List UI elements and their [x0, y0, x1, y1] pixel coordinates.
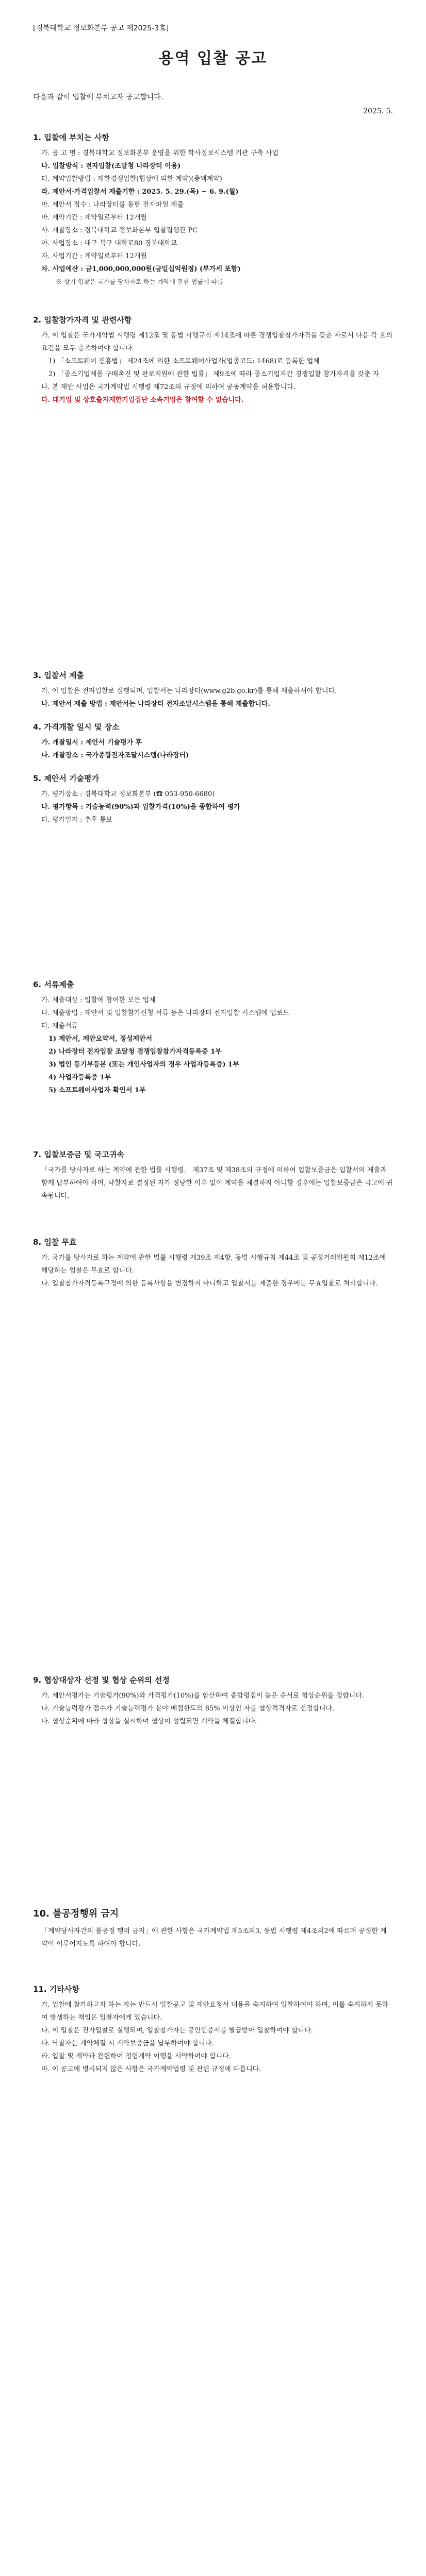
section-bid-bond — [33, 1149, 393, 1202]
list-item: 가. 개찰일시 : 제안서 기술평가 후 — [41, 739, 142, 747]
list-item: 나. 제안서 제출 방법 : 제안서는 나라장터 전자조달시스템을 통해 제출합니다. — [41, 700, 270, 708]
list-item: 라. 입찰 및 계약과 관련하여 청렴계약 이행을 서약하여야 합니다. — [41, 2053, 231, 2060]
list-item: 나. 제출방법 : 제안서 및 입찰참가신청 서류 등은 나라장터 전자입찰 시스템에 업로드 — [41, 1009, 289, 1017]
list-item: 다. 협상순위에 따라 협상을 실시하며 협상이 성립되면 계약을 체결합니다. — [41, 1718, 257, 1725]
list-item: 가. 공 고 명 : 경북대학교 정보화본부 운영을 위한 학사정보시스템 기관 구축 사업 — [41, 149, 278, 157]
list-item: 사. 개찰장소 : 경북대학교 정보화본부 입찰집행관 PC — [41, 227, 198, 234]
list-item: 5) 소프트웨어사업자 확인서 1부 — [48, 1087, 146, 1094]
list-item: 다. 대기업 및 상호출자제한기업집단 소속기업은 참여할 수 없습니다. — [41, 396, 244, 404]
section-title: 5. 제안서 기술평가 — [33, 774, 100, 783]
list-item: 나. 입찰참가자격등록규정에 의한 등록사항을 변경하지 아니하고 입찰서를 제출한 경우에는 무효입찰로 처리합니다. — [41, 1280, 378, 1287]
section-unfair-practice — [33, 1906, 393, 1951]
list-item: 가. 평가장소 : 경북대학교 정보화본부 (☎ 053-950-6680) — [41, 790, 215, 798]
section-opening — [33, 721, 393, 762]
section-title: 11. 기타사항 — [33, 1985, 79, 1994]
list-item: 자. 사업기간 : 계약일로부터 12개월 — [41, 252, 147, 260]
section-misc — [33, 1984, 393, 2076]
section-title: 2. 입찰참가자격 및 관련사항 — [33, 315, 132, 325]
notice-date: 2025. 5. — [363, 107, 393, 115]
list-item: 4) 사업자등록증 1부 — [48, 1074, 111, 1081]
list-item: 1) 제안서, 제안요약서, 정성제안서 — [48, 1035, 153, 1043]
section-invalid-bid — [33, 1236, 393, 1290]
list-item: 가. 국가를 당사자로 하는 계약에 관한 법률 시행령 제39조 제4항, 동법 시행규칙 제44조 및 공정거래위원회 제12조에 해당하는 입찰은 무효로 합니다. — [41, 1254, 386, 1275]
list-item: 나. 평가항목 : 기술능력(90%)과 입찰가격(10%)을 종합하여 평가 — [41, 803, 240, 811]
section-title: 1. 입찰에 부치는 사항 — [33, 133, 109, 142]
list-item: 가. 이 입찰은 국가계약법 시행령 제12조 및 동법 시행규칙 제14조에 따른 경쟁입찰참가자격을 갖춘 자로서 다음 각 호의 요건을 모두 충족하여야 합니다. — [41, 332, 393, 352]
page-title: 용역 입찰 공고 — [158, 49, 268, 67]
list-item: 나. 이 입찰은 전자입찰로 실행되며, 입찰참가자는 공인인증서를 발급받아 입찰하여야 합니다. — [41, 2027, 313, 2035]
list-item: 나. 기술능력평가 점수가 기술능력평가 분야 배점한도의 85% 이상인 자를 협상적격자로 선정합니다. — [41, 1705, 335, 1713]
list-item: 2) 「중소기업제품 구매촉진 및 판로지원에 관한 법률」 제9조에 따라 중소기업자간 경쟁입찰 참가자격을 갖춘 자 — [48, 370, 380, 378]
list-item: 2) 나라장터 전자입찰 조달청 경쟁입찰참가자격등록증 1부 — [48, 1048, 222, 1056]
note-text: ※ 상기 입찰은 국가를 당사자로 하는 계약에 관한 법률에 따름 — [56, 278, 223, 285]
section-title: 4. 가격개찰 일시 및 장소 — [33, 722, 120, 732]
section-title: 9. 협상대상자 선정 및 협상 순위의 선정 — [33, 1675, 170, 1685]
list-item: 바. 계약기간 : 계약일로부터 12개월 — [41, 214, 147, 222]
list-item: 1) 「소프트웨어 진흥법」 제24조에 의한 소프트웨어사업자(업종코드: 1468)로 등록한 업체 — [48, 358, 320, 365]
list-item: 「국가를 당사자로 하는 계약에 관한 법률 시행령」 제37조 및 제38조의 규정에 의하여 입찰보증금은 입찰서의 제출과 함께 납부하여야 하며, 낙찰자로 결정된 자가 정당한 이유 없이 계약을 체결하지 아니할 경우에는 입찰보증금은 국고에 귀속됩니다. — [41, 1166, 393, 1200]
section-title: 8. 입찰 무효 — [33, 1238, 77, 1247]
list-item: 가. 제출대상 : 입찰에 참여한 모든 업체 — [41, 996, 156, 1004]
list-item: 라. 제안서·가격입찰서 제출기한 : 2025. 5. 29.(목) ~ 6. 9.(월) — [41, 188, 239, 196]
section-negotiation — [33, 1674, 393, 1728]
list-item: 「계약당사자간의 불공정 행위 금지」에 관한 사항은 국가계약법 제5조의3, 동법 시행령 제4조의2에 따르며 공정한 계약이 이루어지도록 하여야 합니다. — [41, 1927, 387, 1948]
list-item: 다. 계약입찰방법 : 제한경쟁입찰(협상에 의한 계약)(총액계약) — [41, 175, 222, 183]
notice-number: [경북대학교 정보화본부 공고 제2025-3호] — [33, 24, 169, 32]
list-item: 다. 평가일자 : 추후 통보 — [41, 816, 113, 824]
section-bid-items — [33, 132, 393, 289]
section-title: 3. 입찰서 제출 — [33, 671, 85, 680]
list-item: 가. 입찰에 참가하고자 하는 자는 반드시 입찰공고 및 제안요청서 내용을 숙지하여 입찰하여야 하며, 이를 숙지하지 못하여 발생하는 책임은 입찰자에게 있습니다. — [41, 2001, 389, 2022]
list-item: 아. 사업장소 : 대구 북구 대학로80 경북대학교 — [41, 240, 177, 247]
section-title: 10. 불공정행위 금지 — [33, 1908, 119, 1919]
list-item: 나. 본 제안 사업은 국가계약법 시행령 제72조의 규정에 의하여 공동계약을 허용합니다. — [41, 383, 296, 391]
section-eligibility — [33, 314, 393, 406]
list-item: 나. 입찰방식 : 전자입찰(조달청 나라장터 이용) — [41, 162, 181, 170]
list-item: 다. 낙찰자는 계약체결 시 계약보증금을 납부하여야 합니다. — [41, 2040, 214, 2047]
list-item: 마. 제안서 접수 : 나라장터를 통한 전자파일 제출 — [41, 201, 184, 209]
intro-text: 다음과 같이 입찰에 부치고자 공고합니다. — [33, 93, 163, 101]
list-item: 3) 법인 등기부등본 (또는 개인사업자의 경우 사업자등록증) 1부 — [48, 1061, 239, 1069]
list-item: 차. 사업예산 : 금1,000,000,000원(금일십억원정) (부가세 포함) — [41, 265, 241, 273]
section-title: 7. 입찰보증금 및 국고귀속 — [33, 1150, 124, 1159]
list-item: 나. 개찰장소 : 국가종합전자조달시스템(나라장터) — [41, 752, 189, 759]
section-title: 6. 서류제출 — [33, 980, 74, 989]
list-item: 마. 이 공고에 명시되지 않은 사항은 국가계약법령 및 관련 규정에 따릅니다. — [41, 2065, 261, 2073]
list-item: 가. 제안서평가는 기술평가(90%)와 가격평가(10%)를 합산하여 종합평점이 높은 순서로 협상순위를 정합니다. — [41, 1692, 364, 1700]
list-item: 다. 제출서류 — [41, 1022, 78, 1030]
section-evaluation — [33, 773, 393, 826]
section-documents — [33, 979, 393, 1097]
list-item: 가. 이 입찰은 전자입찰로 실행되며, 입찰서는 나라장터(www.g2b.go.kr)를 통해 제출하셔야 합니다. — [41, 687, 337, 695]
section-submission — [33, 670, 393, 710]
